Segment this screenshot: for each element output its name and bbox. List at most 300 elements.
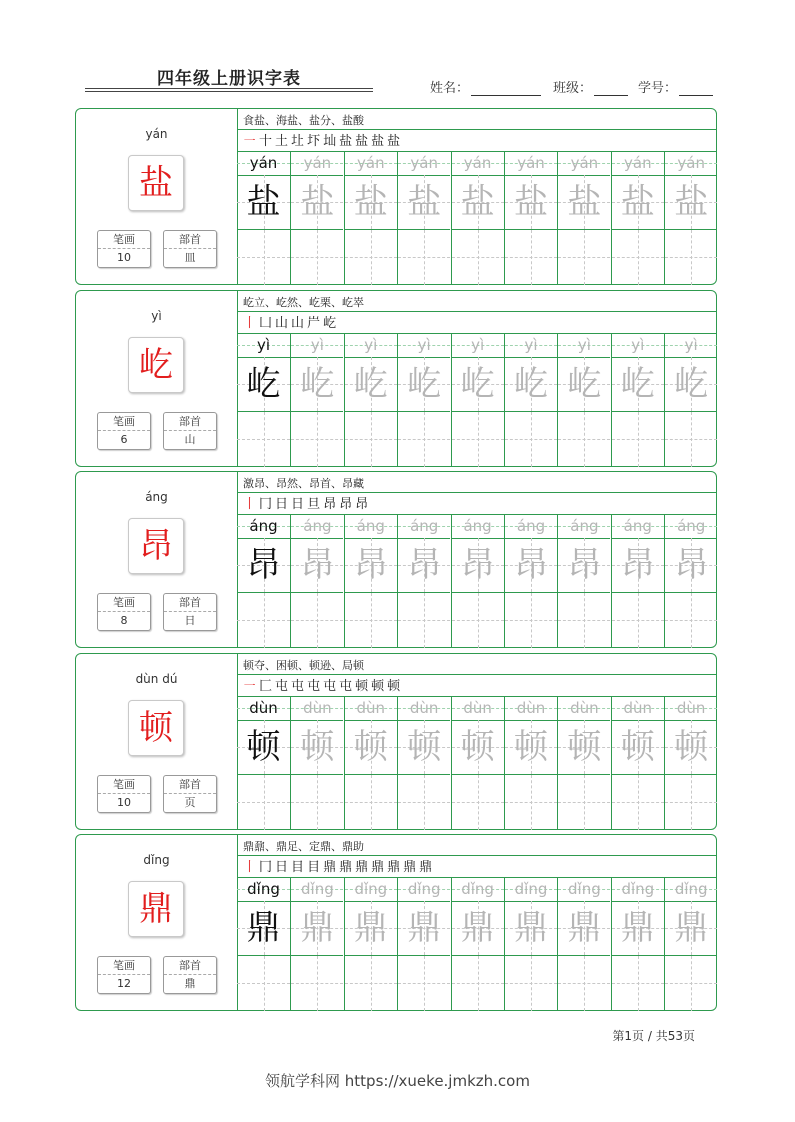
pinyin-cell[interactable] (345, 696, 397, 720)
tracing-cell[interactable] (291, 357, 343, 411)
stroke-step: ㇐ (243, 679, 257, 694)
example-words: 激昂、昂然、昂首、昂藏 (243, 477, 364, 490)
pinyin-cell[interactable] (665, 696, 717, 720)
stroke-step: 屹 (323, 316, 337, 331)
trace-character: 鼎 (407, 908, 442, 948)
stroke-count-value: 10 (117, 251, 131, 264)
practice-column (557, 333, 610, 467)
writing-cell[interactable] (558, 412, 610, 467)
card-info-panel (76, 472, 238, 647)
stroke-count-box (97, 593, 151, 631)
writing-cell[interactable] (398, 775, 450, 830)
writing-cell[interactable] (612, 956, 664, 1011)
practice-column (611, 696, 664, 830)
practice-column (344, 696, 397, 830)
stroke-step: 顿 (371, 679, 385, 694)
pinyin-cell[interactable] (452, 696, 504, 720)
pinyin-trace: yán (624, 154, 652, 172)
tracing-cell[interactable] (505, 357, 557, 411)
writing-cell[interactable] (345, 230, 397, 285)
guide-line (317, 775, 318, 830)
pinyin-cell[interactable] (398, 333, 450, 357)
pinyin-cell[interactable] (558, 151, 610, 175)
writing-cell[interactable] (665, 230, 717, 285)
tracing-cell[interactable] (345, 538, 397, 592)
card-info-panel (76, 109, 238, 284)
writing-cell[interactable] (291, 230, 343, 285)
guide-line (531, 412, 532, 467)
radical-value: 皿 (184, 251, 196, 264)
pinyin-cell[interactable] (452, 514, 504, 538)
number-label: 学号： (638, 81, 678, 96)
worksheet-title: 四年级上册识字表 (157, 69, 301, 89)
stroke-count-box (97, 775, 151, 813)
writing-cell[interactable] (665, 593, 717, 648)
writing-cell[interactable] (452, 775, 504, 830)
pinyin-trace: yán (463, 154, 492, 172)
stroke-step: 屯 (339, 679, 353, 694)
trace-character: 顿 (353, 727, 388, 767)
pinyin-cell[interactable] (612, 514, 664, 538)
practice-panel (237, 654, 716, 829)
guide-line (264, 593, 265, 648)
pinyin-trace: áng (356, 517, 385, 535)
practice-panel (237, 835, 716, 1010)
pinyin-cell[interactable] (505, 877, 557, 901)
trace-character: 盐 (674, 182, 709, 222)
stroke-step: 圸 (323, 134, 337, 149)
practice-panel (237, 291, 716, 466)
practice-column (451, 877, 504, 1011)
trace-character: 盐 (460, 182, 495, 222)
pinyin-cell[interactable] (665, 151, 717, 175)
practice-column (664, 333, 717, 467)
pinyin-cell[interactable] (345, 151, 397, 175)
guide-line (531, 230, 532, 285)
guide-line (691, 956, 692, 1011)
guide-line (424, 412, 425, 467)
pinyin-cell[interactable] (612, 696, 664, 720)
tracing-cell[interactable] (452, 175, 504, 229)
pinyin-trace: yì (364, 336, 378, 354)
number-blank[interactable] (679, 81, 713, 96)
pinyin-cell[interactable] (612, 333, 664, 357)
pinyin-trace: dǐng (247, 880, 280, 898)
guide-line (478, 775, 479, 830)
practice-column (557, 877, 610, 1011)
practice-column (504, 151, 557, 285)
writing-cell[interactable] (505, 230, 557, 285)
pinyin-cell[interactable] (452, 333, 504, 357)
pinyin-trace: dùn (356, 699, 386, 717)
worksheet-title-block (85, 62, 373, 92)
tracing-cell[interactable] (398, 357, 450, 411)
writing-cell[interactable] (612, 775, 664, 830)
pinyin-cell[interactable] (452, 877, 504, 901)
guide-line (371, 230, 372, 285)
practice-column (237, 151, 290, 285)
tracing-cell[interactable] (612, 357, 664, 411)
writing-cell[interactable] (558, 956, 610, 1011)
stroke-step: 目 (291, 860, 305, 875)
writing-cell[interactable] (345, 956, 397, 1011)
guide-line (264, 230, 265, 285)
tracing-cell[interactable] (665, 175, 717, 229)
practice-column (397, 696, 450, 830)
trace-character: 屹 (407, 364, 442, 404)
tracing-cell[interactable] (345, 720, 397, 774)
pinyin-trace: áng (623, 517, 652, 535)
guide-line (424, 775, 425, 830)
practice-column (451, 696, 504, 830)
stroke-step: 丨 (243, 497, 257, 512)
pinyin-trace: yán (357, 154, 385, 172)
card-character: 盐 (128, 155, 184, 211)
pinyin-trace: dǐng (354, 880, 388, 898)
writing-cell[interactable] (237, 593, 290, 648)
radical-box (163, 412, 217, 450)
card-info-panel (76, 291, 238, 466)
tracing-cell[interactable] (291, 901, 343, 955)
pinyin-cell[interactable] (665, 333, 717, 357)
trace-character: 屹 (353, 364, 388, 404)
trace-character: 顿 (246, 727, 281, 767)
stroke-step: 顿 (355, 679, 369, 694)
card-character: 鼎 (128, 881, 184, 937)
writing-cell[interactable] (452, 956, 504, 1011)
pinyin-cell[interactable] (558, 333, 610, 357)
pinyin-cell[interactable] (505, 696, 557, 720)
guide-line (264, 412, 265, 467)
writing-cell[interactable] (291, 775, 343, 830)
stroke-step: 山 (275, 316, 289, 331)
writing-cell[interactable] (345, 775, 397, 830)
pinyin-cell[interactable] (398, 877, 450, 901)
tracing-cell[interactable] (452, 357, 504, 411)
pinyin-cell[interactable] (291, 151, 343, 175)
guide-line (424, 956, 425, 1011)
radical-value: 鼎 (184, 977, 196, 990)
class-field[interactable] (553, 77, 628, 96)
trace-character: 屹 (567, 364, 602, 404)
pinyin-trace: yì (310, 336, 324, 354)
pinyin-cell[interactable] (452, 151, 504, 175)
tracing-cell[interactable] (558, 175, 610, 229)
practice-column (611, 514, 664, 648)
stroke-step: 丨 (243, 860, 257, 875)
pinyin-cell (237, 877, 290, 901)
writing-cell[interactable] (398, 593, 450, 648)
writing-cell[interactable] (505, 956, 557, 1011)
writing-cell[interactable] (452, 593, 504, 648)
stroke-step: 盐 (371, 134, 385, 149)
trace-character: 顿 (460, 727, 495, 767)
stroke-count-label: 笔画 (98, 594, 150, 612)
practice-column (290, 333, 343, 467)
practice-column (290, 151, 343, 285)
stroke-count-label: 笔画 (98, 413, 150, 431)
stroke-count-box (97, 230, 151, 268)
guide-line (264, 775, 265, 830)
trace-character: 昂 (246, 545, 281, 585)
tracing-cell[interactable] (505, 538, 557, 592)
tracing-cell[interactable] (291, 720, 343, 774)
pinyin-cell[interactable] (291, 877, 343, 901)
pinyin-cell[interactable] (612, 151, 664, 175)
writing-cell[interactable] (505, 593, 557, 648)
card-pinyin: dùn dú (135, 672, 178, 686)
writing-cell[interactable] (452, 230, 504, 285)
pinyin-cell[interactable] (558, 514, 610, 538)
radical-label: 部首 (164, 957, 216, 975)
tracing-cell[interactable] (505, 901, 557, 955)
guide-line (584, 412, 585, 467)
writing-cell[interactable] (558, 593, 610, 648)
writing-cell[interactable] (452, 412, 504, 467)
example-words: 鼎鼐、鼎足、定鼎、鼎助 (243, 840, 364, 853)
stroke-step: 日 (291, 497, 305, 512)
practice-column (611, 151, 664, 285)
tracing-cell[interactable] (665, 720, 717, 774)
guide-line (317, 593, 318, 648)
tracing-cell (237, 720, 290, 774)
stroke-count-value: 8 (120, 614, 128, 627)
stroke-step: 山 (291, 316, 305, 331)
trace-character: 昂 (514, 545, 548, 585)
stroke-step: 鼎 (339, 860, 353, 875)
pinyin-cell[interactable] (345, 877, 397, 901)
tracing-cell[interactable] (345, 175, 397, 229)
pinyin-cell (237, 333, 290, 357)
card-character: 昂 (128, 518, 184, 574)
card-info-panel (76, 835, 238, 1010)
pinyin-trace: áng (677, 517, 706, 535)
name-field[interactable] (430, 77, 541, 96)
tracing-cell[interactable] (612, 720, 664, 774)
pinyin-trace: dùn (303, 699, 332, 717)
stroke-count-label: 笔画 (98, 231, 150, 249)
tracing-cell[interactable] (558, 538, 610, 592)
page-number: 第1页 / 共53页 (612, 1029, 695, 1043)
pinyin-cell[interactable] (558, 696, 610, 720)
tracing-cell[interactable] (558, 901, 610, 955)
pinyin-cell[interactable] (558, 877, 610, 901)
stroke-order (243, 676, 403, 694)
trace-character: 屹 (674, 364, 709, 404)
tracing-cell[interactable] (398, 901, 450, 955)
trace-character: 鼎 (300, 908, 335, 948)
writing-cell[interactable] (665, 775, 717, 830)
name-label: 姓名： (430, 81, 470, 96)
stroke-count-label: 笔画 (98, 776, 150, 794)
character-card (75, 653, 717, 830)
writing-cell[interactable] (237, 412, 290, 467)
radical-value: 日 (184, 614, 196, 627)
tracing-cell[interactable] (558, 357, 610, 411)
stroke-step: 匚 (259, 679, 273, 694)
tracing-cell[interactable] (505, 720, 557, 774)
trace-character: 鼎 (353, 908, 388, 948)
pinyin-cell[interactable] (345, 333, 397, 357)
practice-grid (237, 696, 718, 830)
radical-label: 部首 (164, 594, 216, 612)
writing-cell[interactable] (665, 412, 717, 467)
tracing-cell[interactable] (291, 175, 343, 229)
writing-cell[interactable] (612, 412, 664, 467)
writing-cell[interactable] (291, 593, 343, 648)
stroke-step: 丨 (243, 316, 257, 331)
writing-cell[interactable] (291, 956, 343, 1011)
tracing-cell[interactable] (452, 538, 504, 592)
trace-character: 盐 (300, 182, 335, 222)
tracing-cell[interactable] (452, 720, 504, 774)
trace-character: 鼎 (567, 908, 602, 948)
guide-line (317, 412, 318, 467)
practice-column (290, 514, 343, 648)
practice-grid (237, 151, 718, 285)
trace-character: 鼎 (620, 908, 655, 948)
number-field[interactable] (638, 77, 713, 96)
writing-cell[interactable] (558, 775, 610, 830)
card-character: 顿 (128, 700, 184, 756)
tracing-cell[interactable] (612, 175, 664, 229)
practice-column (451, 333, 504, 467)
tracing-cell[interactable] (612, 538, 664, 592)
pinyin-cell[interactable] (345, 514, 397, 538)
writing-cell[interactable] (398, 412, 450, 467)
stroke-step: 屯 (307, 679, 321, 694)
pinyin-cell[interactable] (398, 696, 450, 720)
writing-cell[interactable] (291, 412, 343, 467)
tracing-cell[interactable] (665, 901, 717, 955)
practice-column (397, 877, 450, 1011)
writing-cell[interactable] (612, 593, 664, 648)
name-blank[interactable] (471, 81, 541, 96)
stroke-count-box (97, 412, 151, 450)
writing-cell[interactable] (237, 775, 290, 830)
tracing-cell[interactable] (398, 720, 450, 774)
writing-cell[interactable] (345, 593, 397, 648)
guide-line (638, 593, 639, 648)
trace-character: 昂 (674, 545, 709, 585)
pinyin-cell[interactable] (291, 696, 343, 720)
stroke-step: 昂 (339, 497, 353, 512)
trace-character: 昂 (620, 545, 655, 585)
tracing-cell[interactable] (558, 720, 610, 774)
writing-cell[interactable] (398, 956, 450, 1011)
pinyin-trace: dǐng (674, 880, 708, 898)
writing-cell[interactable] (558, 230, 610, 285)
stroke-step: 鼎 (323, 860, 337, 875)
stroke-step: 冂 (259, 497, 273, 512)
tracing-cell[interactable] (665, 357, 717, 411)
tracing-cell[interactable] (505, 175, 557, 229)
guide-line (691, 593, 692, 648)
pinyin-cell[interactable] (291, 514, 343, 538)
trace-character: 昂 (567, 545, 602, 585)
writing-cell[interactable] (345, 412, 397, 467)
pinyin-cell[interactable] (665, 514, 717, 538)
tracing-cell[interactable] (398, 538, 450, 592)
trace-character: 顿 (674, 727, 709, 767)
stroke-step: 屯 (291, 679, 305, 694)
pinyin-cell[interactable] (291, 333, 343, 357)
title-underline (85, 88, 373, 89)
pinyin-trace: dǐng (514, 880, 548, 898)
stroke-step: 屵 (307, 316, 321, 331)
radical-box (163, 593, 217, 631)
class-label: 班级： (553, 81, 593, 96)
practice-column (664, 877, 717, 1011)
pinyin-cell[interactable] (505, 514, 557, 538)
pinyin-trace: dǐng (621, 880, 655, 898)
tracing-cell[interactable] (612, 901, 664, 955)
pinyin-cell[interactable] (665, 877, 717, 901)
tracing-cell[interactable] (291, 538, 343, 592)
guide-line (584, 230, 585, 285)
guide-line (478, 593, 479, 648)
tracing-cell[interactable] (452, 901, 504, 955)
writing-cell[interactable] (505, 412, 557, 467)
pinyin-cell[interactable] (398, 151, 450, 175)
trace-character: 盐 (567, 182, 602, 222)
stroke-step: 鼎 (387, 860, 401, 875)
pinyin-cell[interactable] (505, 151, 557, 175)
title-underline-2 (85, 91, 373, 92)
tracing-cell[interactable] (665, 538, 717, 592)
stroke-step: 日 (275, 497, 289, 512)
class-blank[interactable] (594, 81, 628, 96)
stroke-order (243, 131, 403, 149)
practice-column (664, 151, 717, 285)
radical-label: 部首 (164, 776, 216, 794)
writing-cell[interactable] (505, 775, 557, 830)
writing-cell[interactable] (665, 956, 717, 1011)
stroke-step: 土 (275, 134, 289, 149)
trace-character: 盐 (514, 182, 548, 222)
guide-line (584, 775, 585, 830)
practice-column (504, 696, 557, 830)
guide-line (584, 956, 585, 1011)
trace-character: 昂 (300, 545, 335, 585)
stroke-step: 鼎 (419, 860, 433, 875)
practice-column (344, 333, 397, 467)
card-character: 屹 (128, 337, 184, 393)
stroke-count-value: 12 (117, 977, 131, 990)
practice-column (237, 333, 290, 467)
radical-box (163, 775, 217, 813)
guide-line (638, 775, 639, 830)
writing-cell[interactable] (612, 230, 664, 285)
pinyin-trace: dùn (249, 699, 278, 717)
writing-cell[interactable] (237, 230, 290, 285)
stroke-step: 顿 (387, 679, 401, 694)
writing-cell[interactable] (237, 956, 290, 1011)
writing-cell[interactable] (398, 230, 450, 285)
pinyin-cell[interactable] (612, 877, 664, 901)
stroke-order (243, 494, 371, 512)
stroke-step: 鼎 (371, 860, 385, 875)
tracing-cell[interactable] (398, 175, 450, 229)
pinyin-cell[interactable] (398, 514, 450, 538)
guide-line (691, 230, 692, 285)
character-card (75, 834, 717, 1011)
pinyin-trace: yì (524, 336, 538, 354)
stroke-step: 凵 (259, 316, 273, 331)
tracing-cell[interactable] (345, 901, 397, 955)
pinyin-cell[interactable] (505, 333, 557, 357)
tracing-cell[interactable] (345, 357, 397, 411)
